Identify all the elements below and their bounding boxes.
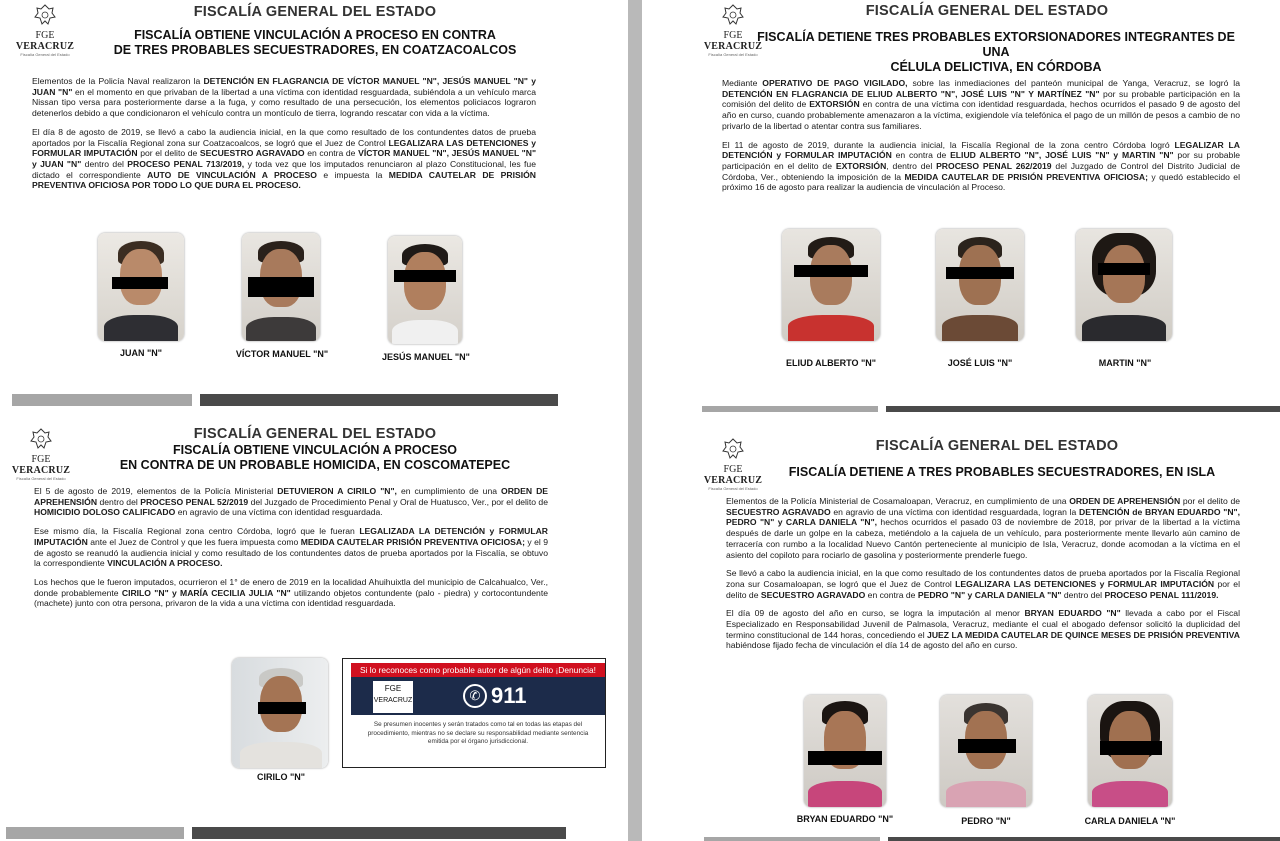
paragraph <box>726 608 1240 651</box>
bulletin-body <box>32 76 536 199</box>
logo-state: VERACRUZ <box>703 475 763 486</box>
body-text: en contra de <box>891 150 951 161</box>
emphasis-text: PROCESO PENAL 52/2019 <box>140 496 249 507</box>
emphasis-text: DETENCIÓN de BRYAN EDUARDO "N", PEDRO "N" y CARLA DANIELA "N", <box>726 506 1240 528</box>
person-name: ELIUD ALBERTO "N" <box>785 358 877 368</box>
person-name: PEDRO "N" <box>961 816 1011 826</box>
body-text: El día 8 de agosto de 2019, se llevó a cabo la audiencia inicial, en la que como resultado de los contundentes datos de prueba aportados por la Fiscalía Regional zona sur Coatzacoalcos, se logró que el Juez de Control <box>32 126 536 148</box>
logo-sub: Fiscalía General del Estado <box>708 486 758 491</box>
logo-state: VERACRUZ <box>373 697 413 704</box>
mugshot-photo <box>98 233 184 341</box>
emphasis-text: VINCULACIÓN A PROCESO. <box>107 558 223 569</box>
emphasis-text: VÍCTOR MANUEL "N", JESÚS MANUEL "N" y JUAN "N" <box>32 148 537 169</box>
body-text: Los hechos que le fueron imputados, ocurrieron el 1° de enero de 2019 en la localidad Ahuihuixtla del municipio de Calcahualco, Ver., donde probablemente <box>34 576 548 598</box>
emphasis-text: SECUESTRO AGRAVADO <box>199 148 305 159</box>
emphasis-text: ORDEN DE APREHENSIÓN <box>34 486 549 507</box>
fge-logo <box>10 428 72 484</box>
headline-line-2: EN CONTRA DE UN PROBABLE HOMICIDA, EN COSCOMATEPEC <box>119 458 511 472</box>
body-text: Mediante <box>722 78 763 88</box>
emphasis-text: LEGALIZADA LA DETENCIÓN y FORMULAR IMPUTACIÓN <box>34 526 548 547</box>
mugshot-photo <box>388 236 462 344</box>
page-divider <box>628 0 642 841</box>
emphasis-text: LEGALIZAR LA DETENCIÓN y FORMULAR IMPUTACIÓN <box>722 139 1240 161</box>
body-text: en contra de <box>865 589 918 600</box>
logo-state: VERACRUZ <box>703 41 763 52</box>
fge-logo <box>14 4 76 60</box>
body-text: habiéndose fijado fecha de vinculación el día 14 de agosto del año en curso. <box>726 640 1018 651</box>
emphasis-text: HOMICIDIO DOLOSO CALIFICADO <box>34 507 176 518</box>
emphasis-text: CIRILO "N" y MARÍA CECILIA JULIA "N" <box>121 587 291 598</box>
agency-name: FISCALÍA GENERAL DEL ESTADO <box>193 426 437 442</box>
emphasis-text: JUEZ LA MEDIDA CAUTELAR DE QUINCE MESES DE PRISIÓN PREVENTIVA <box>927 629 1240 640</box>
mugshot-photo <box>940 695 1032 807</box>
presumption-of-innocence-note: Se presumen inocentes y serán tratados como tal en todas las etapas del procedimiento, mientras no se declare su responsabilidad mediante sentencia emitida por el órgano jurisdiccional. <box>367 721 589 745</box>
body-text: Ese mismo día, la Fiscalía Regional zona centro Córdoba, logró que le fueran <box>34 526 360 537</box>
headline-line-2: DE TRES PROBABLES SECUESTRADORES, EN COATZACOALCOS <box>113 43 517 57</box>
emphasis-text: ELIUD ALBERTO "N", JOSÉ LUIS "N" y MARTIN "N" <box>950 150 1174 161</box>
headline <box>754 30 1238 75</box>
headline-line-1: FISCALÍA DETIENE TRES PROBABLES EXTORSIONADORES INTEGRANTES DE UNA <box>757 30 1235 59</box>
logo-state: VERACRUZ <box>11 465 71 476</box>
logo-abbr: FGE <box>723 30 743 41</box>
paragraph <box>34 577 548 609</box>
emphasis-text: PEDRO "N" y CARLA DANIELA "N" <box>917 589 1062 600</box>
emphasis-text: BRYAN EDUARDO "N" <box>1024 608 1121 619</box>
body-text: por su probable participación en el delito de <box>722 150 1241 171</box>
coat-of-arms-icon <box>720 4 746 26</box>
body-text: por el delito de <box>726 578 1240 600</box>
body-text: dentro del <box>81 158 128 169</box>
headline <box>80 28 550 58</box>
emphasis-text: DETENCIÓN EN FLAGRANCIA DE VÍCTOR MANUEL "N", JESÚS MANUEL "N" y JUAN "N" <box>32 76 536 97</box>
emphasis-text: LEGALIZARA LAS DETENCIONES y FORMULAR IMPUTACIÓN <box>955 578 1215 589</box>
person-name: JESÚS MANUEL "N" <box>382 352 470 362</box>
body-text: y quedó establecido el próximo 16 de agosto para realizar la audiencia de vinculación al Proceso. <box>722 171 1240 193</box>
paragraph <box>722 78 1240 132</box>
body-text: en contra de <box>304 148 359 159</box>
emphasis-text: DETENCIÓN EN FLAGRANCIA DE ELIUD ALBERTO "N", JOSÉ LUIS "N" Y MARTÍNEZ "N" <box>722 88 1100 99</box>
emphasis-text: ORDEN DE APREHENSIÓN <box>1069 496 1181 506</box>
body-text: utilizando objetos contundente (palo - piedra) y cortocontundente (machete) junto con otra persona, privaron de la vida a una víctima con identidad resguardada. <box>34 587 548 609</box>
paragraph <box>726 568 1240 600</box>
headline <box>80 443 550 473</box>
emphasis-text: DETUVIERON A CIRILO "N", <box>277 486 397 496</box>
body-text: El 11 de agosto de 2019, durante la audiencia inicial, la Fiscalía Regional de la zona centro Córdoba logró <box>722 139 1175 150</box>
headline-line-1: FISCALÍA DETIENE A TRES PROBABLES SECUESTRADORES, EN ISLA <box>788 465 1216 479</box>
logo-sub: Fiscalía General del Estado <box>20 52 70 57</box>
body-text: Se llevó a cabo la audiencia inicial, en la que como resultado de los contundentes datos de prueba aportados por la Fiscalía Regional zona sur Cosamaloapan, se logró que el Juez de Control <box>726 568 1240 589</box>
body-text: en cumplimiento de una <box>396 486 502 496</box>
phone-icon: ✆ <box>463 684 487 708</box>
emphasis-text: PROCESO PENAL 111/2019. <box>1104 589 1219 600</box>
coat-of-arms-icon <box>28 428 54 450</box>
logo-abbr: FGE <box>35 30 55 41</box>
emphasis-text: EXTORSIÓN <box>809 99 860 110</box>
mugshot-photo <box>242 233 320 341</box>
body-text: dentro del <box>97 496 141 507</box>
emphasis-text: PROCESO PENAL 262/2019 <box>936 160 1052 171</box>
body-text: hechos ocurridos el pasado 03 de noviembre de 2018, por privar de la libertad a la víctima después de darle un golpe en la cabeza, metiéndolo a la cajuela de un vehículo, para posteriormente mente llevarlo aún camino de terracería con rumbo a la localidad Nuevo Cantón perteneciente al municipio de Isla, Veracruz, donde acomodan a la víctima en el asiento del copiloto para rociarlo de gasolina y posteriormente prenderle fuego. <box>726 517 1240 560</box>
fge-logo <box>373 681 413 713</box>
emphasis-text: OPERATIVO DE PAGO VIGILADO, <box>762 78 908 88</box>
footer-stripe <box>6 827 566 839</box>
paragraph <box>726 496 1240 560</box>
emergency-number: 911 <box>491 683 527 708</box>
logo-abbr: FGE <box>723 464 743 475</box>
emphasis-text: LEGALIZARA LAS DETENCIONES y FORMULAR IMPUTACIÓN <box>32 137 536 159</box>
body-text: por el delito de <box>1180 496 1240 506</box>
footer-stripe <box>12 394 558 406</box>
emphasis-text: MEDIDA CAUTELAR PRISIÓN PREVENTIVA OFICIOSA; <box>300 536 525 547</box>
logo-abbr: FGE <box>31 454 51 465</box>
headline-line-1: FISCALÍA OBTIENE VINCULACIÓN A PROCESO <box>172 443 458 457</box>
emphasis-text: SECUESTRO AGRAVADO <box>760 589 866 600</box>
body-text: e impuesta la <box>316 169 389 180</box>
body-text: ante el Juez de Control y que les fuera impuesta como <box>87 536 301 547</box>
report-911-bar <box>351 677 605 715</box>
bulletin-body <box>34 486 548 617</box>
agency-name: FISCALÍA GENERAL DEL ESTADO <box>193 4 437 20</box>
body-text: llevada a cabo por el Fiscal Especializado en Responsabilidad Juvenil de Palmasola, Veracruz, mediante el cual el abogado defensor solicitó la duplicidad del termino constitucional de 144 horas, concediendo el <box>726 608 1240 640</box>
person-name: MARTIN "N" <box>1098 358 1152 368</box>
coat-of-arms-icon <box>32 4 58 26</box>
bulletin-body <box>726 496 1240 659</box>
body-text: por su probable participación en la comisión del delito de <box>722 88 1240 110</box>
body-text: Elementos de la Policía Naval realizaron la <box>32 76 204 86</box>
bulletin-coscomatepec <box>0 418 628 841</box>
mugshot-photo <box>232 658 328 768</box>
mugshot-photo <box>936 229 1024 341</box>
person-name: JOSÉ LUIS "N" <box>947 358 1013 368</box>
headline-line-2: CÉLULA DELICTIVA, EN CÓRDOBA <box>890 60 1102 74</box>
body-text: Elementos de la Policía Ministerial de Cosamaloapan, Veracruz, en cumplimiento de una <box>726 496 1070 506</box>
mugshot-photo <box>1076 229 1172 341</box>
logo-sub: Fiscalía General del Estado <box>16 476 66 481</box>
body-text: , dentro del <box>886 160 937 171</box>
emphasis-text: SECUESTRO AGRAVADO <box>726 506 831 517</box>
report-911-banner <box>342 658 606 768</box>
bulletin-isla <box>642 418 1280 841</box>
body-text: sobre las inmediaciones del panteón municipal de Yanga, Veracruz, se logró la <box>907 78 1240 88</box>
body-text: El día 09 de agosto del año en curso, se logra la imputación al menor <box>726 608 1025 619</box>
emphasis-text: MEDIDA CAUTELAR DE PRISIÓN PREVENTIVA OFICIOSA POR TODO LO QUE DURA EL PROCESO. <box>32 169 536 191</box>
logo-sub: Fiscalía General del Estado <box>708 52 758 57</box>
body-text: y toda vez que los imputados renunciaron al plazo Constitucional, les fue dictado el correspondiente <box>32 158 536 180</box>
headline-line-1: FISCALÍA OBTIENE VINCULACIÓN A PROCESO EN CONTRA <box>134 28 496 42</box>
emphasis-text: PROCESO PENAL 713/2019, <box>127 158 245 169</box>
person-name: VÍCTOR MANUEL "N" <box>235 349 329 359</box>
body-text: por el delito de <box>137 148 200 159</box>
body-text: y el 9 de agosto se reanudó la audiencia inicial y como resultado de los contundentes datos de prueba aportados por la Fiscalía, se obtuvo la correspondiente <box>34 536 548 569</box>
emphasis-text: AUTO DE VINCULACIÓN A PROCESO <box>147 169 317 180</box>
agency-name: FISCALÍA GENERAL DEL ESTADO <box>865 3 1109 19</box>
paragraph <box>32 76 536 119</box>
emphasis-text: MEDIDA CAUTELAR DE PRISIÓN PREVENTIVA OFICIOSA; <box>904 171 1148 182</box>
person-name: JUAN "N" <box>119 348 163 358</box>
paragraph <box>32 127 536 191</box>
logo-abbr: FGE <box>384 684 402 693</box>
fge-logo <box>702 438 764 494</box>
body-text: en el momento en que privaban de la libertad a una víctima con identidad resguardada, subiéndola a un vehículo marca Nissan tipo versa para posteriormente darse a la fuga, y como resultado de una persecución, los elementos policiacos lograron detenerlos debido a que condicionaron el vehículo contra un montículo de tierra, logrando rescatar con vida a la víctima. <box>32 86 536 119</box>
body-text: en contra de una víctima con identidad resguardada, hechos ocurridos el pasado 9 de agosto del año en curso, cuando probablemente amenazaron a la víctima, exigiendole vía telefónica el pago de un millón de pesos a cambio de no privarlo de la libertad o atentar contra sus familiares. <box>722 99 1240 131</box>
bulletin-body <box>722 78 1240 201</box>
report-call-to-action: Si lo reconoces como probable autor de algún delito ¡Denuncia! <box>351 663 605 677</box>
body-text: El 5 de agosto de 2019, elementos de la Policía Ministerial <box>34 486 278 496</box>
person-name: BRYAN EDUARDO "N" <box>796 814 894 824</box>
paragraph <box>34 486 548 518</box>
body-text: del Juzgado de Control del Distrito Judicial de Córdoba, Ver., obteniendo la imposición de la <box>722 160 1240 182</box>
coat-of-arms-icon <box>720 438 746 460</box>
mugshot-photo <box>804 695 886 807</box>
logo-state: VERACRUZ <box>15 41 75 52</box>
bulletin-coatzacoalcos <box>0 0 628 412</box>
paragraph <box>722 140 1240 194</box>
paragraph <box>34 526 548 569</box>
person-name: CARLA DANIELA "N" <box>1084 816 1176 826</box>
person-name: CIRILO "N" <box>256 772 306 782</box>
footer-stripe <box>702 406 1280 412</box>
mugshot-photo <box>782 229 880 341</box>
mugshot-photo <box>1088 695 1172 807</box>
bulletin-cordoba-extortion <box>642 0 1280 412</box>
body-text: en agravio de una víctima con identidad resguardada, logran la <box>830 506 1079 517</box>
body-text: dentro del <box>1061 589 1105 600</box>
headline <box>762 465 1242 480</box>
body-text: en agravio de una víctima con identidad resguardada. <box>175 507 383 518</box>
emphasis-text: EXTORSIÓN <box>835 160 887 171</box>
agency-name: FISCALÍA GENERAL DEL ESTADO <box>875 438 1119 454</box>
footer-stripe <box>704 837 1280 841</box>
body-text: del Juzgado de Procedimiento Penal y Oral de Huatusco, Ver., por el delito de <box>248 496 548 507</box>
